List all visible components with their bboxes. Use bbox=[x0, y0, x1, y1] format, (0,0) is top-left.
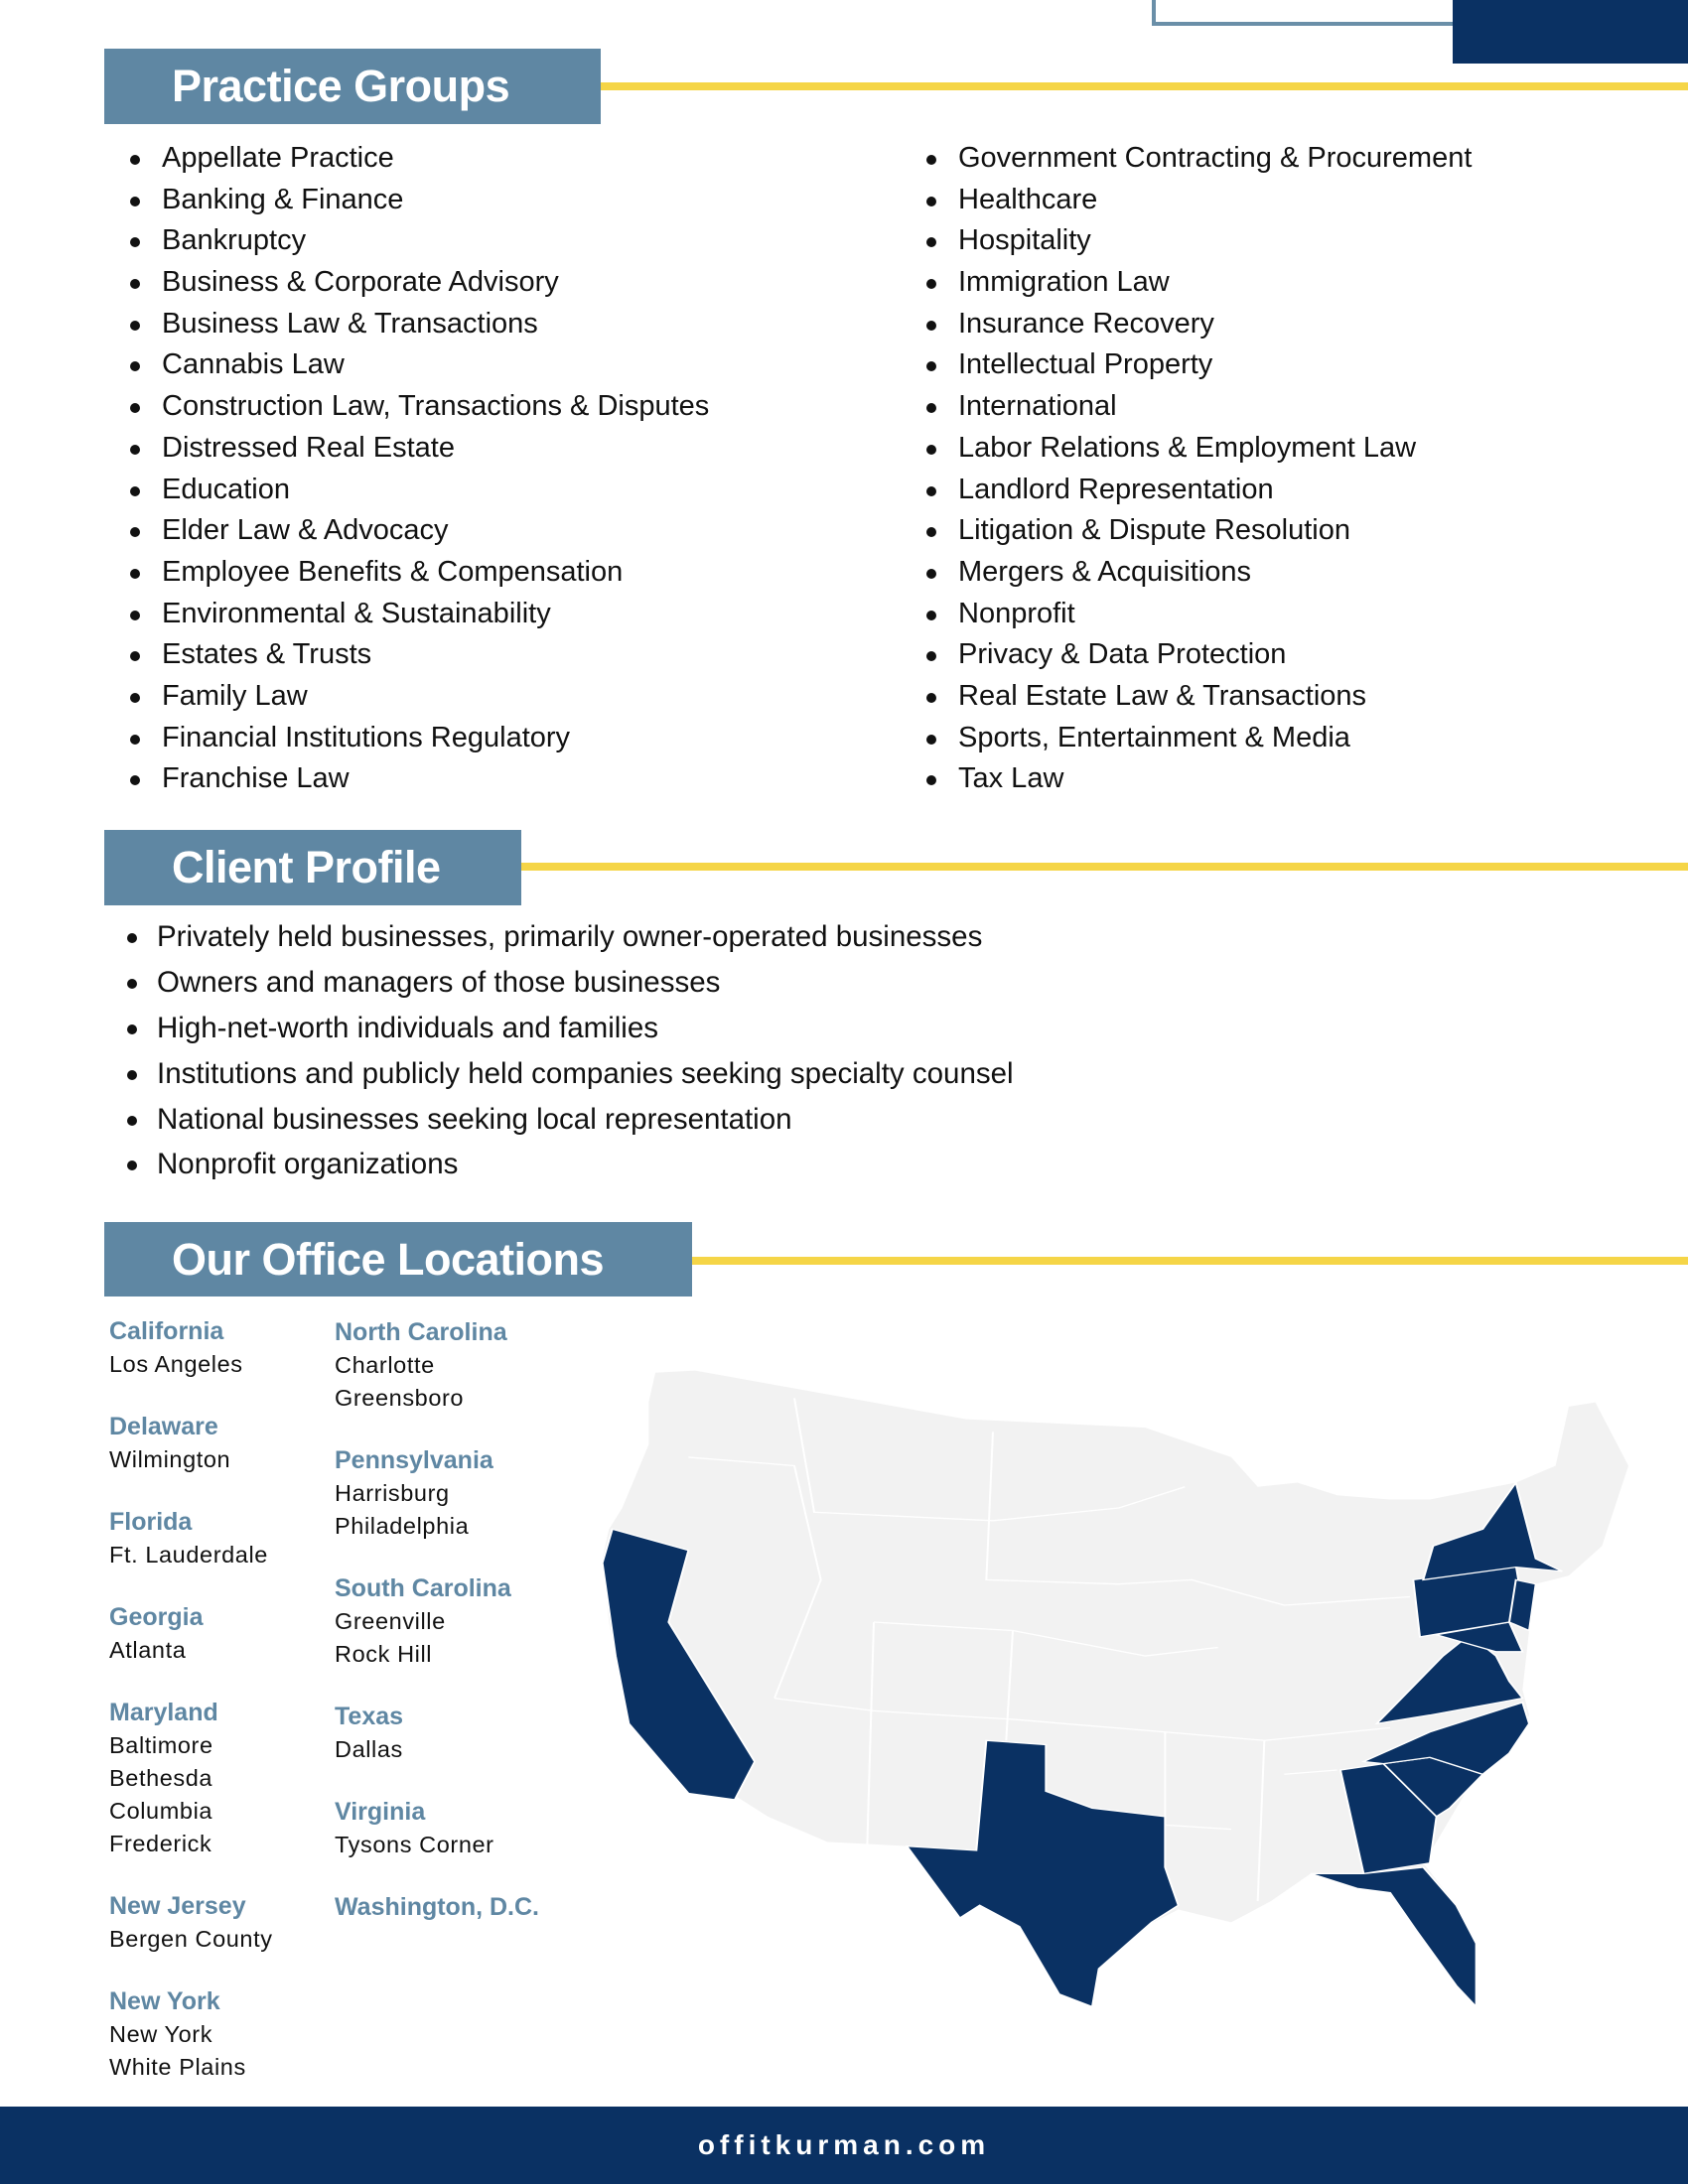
list-item-label: Business Law & Transactions bbox=[162, 307, 538, 340]
list-item bbox=[162, 386, 709, 428]
bullet-icon bbox=[127, 1160, 137, 1170]
list-item-label: Government Contracting & Procurement bbox=[958, 142, 1473, 174]
bullet-icon bbox=[130, 197, 140, 206]
office-city: Frederick bbox=[109, 1831, 212, 1856]
list-item-label: Healthcare bbox=[958, 183, 1098, 215]
office-state: North Carolina bbox=[335, 1318, 507, 1346]
list-item-label: Estates & Trusts bbox=[162, 638, 372, 671]
us-map bbox=[596, 1360, 1628, 2015]
bullet-icon bbox=[926, 527, 936, 537]
office-group bbox=[335, 1572, 539, 1671]
list-item bbox=[157, 1051, 1014, 1097]
list-item bbox=[162, 634, 709, 676]
list-item-label: Insurance Recovery bbox=[958, 307, 1214, 340]
heading-rule bbox=[601, 82, 1688, 90]
office-state: Georgia bbox=[109, 1603, 204, 1631]
office-group bbox=[335, 1444, 539, 1543]
bullet-icon bbox=[127, 1024, 137, 1034]
bullet-icon bbox=[130, 445, 140, 455]
list-item-label: Sports, Entertainment & Media bbox=[958, 721, 1350, 753]
office-group bbox=[109, 1985, 273, 2084]
list-item bbox=[157, 1006, 1014, 1051]
bullet-icon bbox=[926, 279, 936, 289]
office-city: Rock Hill bbox=[335, 1641, 433, 1667]
list-item bbox=[958, 634, 1472, 676]
office-state: Florida bbox=[109, 1508, 193, 1536]
office-city: Bergen County bbox=[109, 1926, 273, 1952]
bullet-icon bbox=[130, 361, 140, 371]
list-item-label: Labor Relations & Employment Law bbox=[958, 431, 1417, 464]
list-item-label: Litigation & Dispute Resolution bbox=[958, 514, 1350, 547]
office-state: California bbox=[109, 1317, 224, 1345]
list-item bbox=[162, 138, 709, 180]
office-city: White Plains bbox=[109, 2054, 246, 2080]
practice-groups-list-right bbox=[958, 138, 1472, 800]
list-item-label: Landlord Representation bbox=[958, 473, 1274, 505]
bullet-icon bbox=[127, 1116, 137, 1126]
list-item bbox=[958, 676, 1472, 718]
list-item-label: Nonprofit organizations bbox=[157, 1148, 459, 1181]
list-item-label: Appellate Practice bbox=[162, 142, 394, 174]
list-item-label: Mergers & Acquisitions bbox=[958, 555, 1251, 588]
office-city: New York bbox=[109, 2021, 213, 2047]
list-item-label: Privately held businesses, primarily owner-operated businesses bbox=[157, 920, 983, 953]
bullet-icon bbox=[926, 321, 936, 331]
office-state: Delaware bbox=[109, 1413, 218, 1440]
bullet-icon bbox=[926, 445, 936, 455]
list-item-label: Immigration Law bbox=[958, 266, 1170, 299]
list-item-label: Real Estate Law & Transactions bbox=[958, 679, 1367, 712]
list-item bbox=[162, 718, 709, 759]
heading-rule bbox=[521, 863, 1688, 871]
office-group bbox=[109, 1601, 273, 1667]
bullet-icon bbox=[130, 611, 140, 620]
bullet-icon bbox=[926, 611, 936, 620]
office-group bbox=[109, 1315, 273, 1381]
office-state: Pennsylvania bbox=[335, 1446, 493, 1474]
list-item-label: National businesses seeking local representation bbox=[157, 1102, 792, 1136]
bullet-icon bbox=[130, 569, 140, 579]
bullet-icon bbox=[127, 979, 137, 989]
office-state: New York bbox=[109, 1987, 220, 2015]
office-group bbox=[109, 1411, 273, 1476]
office-city: Baltimore bbox=[109, 1732, 213, 1758]
office-city: Harrisburg bbox=[335, 1480, 450, 1506]
office-group bbox=[109, 1697, 273, 1860]
list-item-label: Banking & Finance bbox=[162, 183, 404, 215]
list-item-label: Education bbox=[162, 473, 290, 505]
office-city: Greenville bbox=[335, 1608, 446, 1634]
list-item bbox=[958, 470, 1472, 511]
list-item-label: Institutions and publicly held companies seeking specialty counsel bbox=[157, 1056, 1014, 1090]
office-group bbox=[109, 1506, 273, 1571]
list-item bbox=[157, 914, 1014, 960]
office-group bbox=[109, 1890, 273, 1956]
bullet-icon bbox=[130, 775, 140, 785]
office-city: Ft. Lauderdale bbox=[109, 1542, 268, 1568]
list-item-label: Nonprofit bbox=[958, 597, 1075, 629]
list-item bbox=[958, 304, 1472, 345]
office-city: Columbia bbox=[109, 1798, 213, 1824]
bullet-icon bbox=[926, 651, 936, 661]
list-item-label: High-net-worth individuals and families bbox=[157, 1011, 659, 1044]
office-city: Los Angeles bbox=[109, 1351, 243, 1377]
list-item bbox=[958, 594, 1472, 635]
bullet-icon bbox=[130, 735, 140, 745]
list-item bbox=[958, 220, 1472, 262]
bullet-icon bbox=[926, 775, 936, 785]
bullet-icon bbox=[926, 569, 936, 579]
office-state: Texas bbox=[335, 1703, 404, 1730]
office-city: Greensboro bbox=[335, 1385, 465, 1411]
bullet-icon bbox=[130, 321, 140, 331]
bullet-icon bbox=[926, 486, 936, 496]
office-city: Bethesda bbox=[109, 1765, 213, 1791]
list-item bbox=[162, 510, 709, 552]
office-state: Virginia bbox=[335, 1798, 426, 1826]
list-item bbox=[958, 718, 1472, 759]
office-group bbox=[335, 1891, 539, 1924]
list-item-label: Distressed Real Estate bbox=[162, 431, 455, 464]
bullet-icon bbox=[127, 933, 137, 943]
state-florida bbox=[1311, 1867, 1477, 2007]
list-item-label: Family Law bbox=[162, 679, 308, 712]
list-item bbox=[958, 552, 1472, 594]
bullet-icon bbox=[130, 693, 140, 703]
list-item-label: Owners and managers of those businesses bbox=[157, 965, 721, 999]
office-city: Dallas bbox=[335, 1736, 403, 1762]
office-city: Atlanta bbox=[109, 1637, 187, 1663]
list-item bbox=[162, 262, 709, 304]
client-profile-list bbox=[157, 914, 1014, 1187]
list-item bbox=[157, 960, 1014, 1006]
office-city: Philadelphia bbox=[335, 1513, 470, 1539]
office-state: Washington, D.C. bbox=[335, 1893, 539, 1921]
bullet-icon bbox=[926, 735, 936, 745]
list-item bbox=[958, 386, 1472, 428]
office-city: Tysons Corner bbox=[335, 1832, 494, 1857]
list-item bbox=[958, 758, 1472, 800]
list-item-label: Cannabis Law bbox=[162, 348, 345, 381]
list-item bbox=[958, 510, 1472, 552]
list-item-label: Hospitality bbox=[958, 224, 1091, 257]
list-item-label: Bankruptcy bbox=[162, 224, 307, 257]
list-item bbox=[162, 470, 709, 511]
list-item bbox=[157, 1142, 1014, 1187]
list-item bbox=[162, 594, 709, 635]
list-item bbox=[162, 220, 709, 262]
list-item bbox=[162, 304, 709, 345]
office-state: Maryland bbox=[109, 1699, 218, 1726]
practice-groups-list-left bbox=[162, 138, 709, 800]
list-item-label: Construction Law, Transactions & Disputes bbox=[162, 390, 710, 423]
bullet-icon bbox=[926, 361, 936, 371]
office-city: Wilmington bbox=[109, 1446, 231, 1472]
office-locations-heading: Our Office Locations bbox=[104, 1222, 692, 1297]
list-item-label: Environmental & Sustainability bbox=[162, 597, 551, 629]
list-item bbox=[958, 180, 1472, 221]
office-state: South Carolina bbox=[335, 1574, 511, 1602]
list-item bbox=[958, 138, 1472, 180]
office-group bbox=[335, 1796, 539, 1861]
bullet-icon bbox=[130, 279, 140, 289]
list-item-label: Privacy & Data Protection bbox=[958, 638, 1287, 671]
bullet-icon bbox=[926, 155, 936, 165]
list-item-label: Financial Institutions Regulatory bbox=[162, 721, 571, 753]
list-item-label: Franchise Law bbox=[162, 762, 350, 795]
list-item bbox=[162, 552, 709, 594]
list-item bbox=[958, 344, 1472, 386]
practice-groups-heading: Practice Groups bbox=[104, 49, 601, 124]
footer-website[interactable]: offitkurman.com bbox=[0, 2107, 1688, 2184]
decorative-navy-block bbox=[1453, 0, 1688, 64]
office-state: New Jersey bbox=[109, 1892, 246, 1920]
list-item bbox=[958, 262, 1472, 304]
office-group bbox=[335, 1316, 539, 1415]
bullet-icon bbox=[130, 486, 140, 496]
office-city: Charlotte bbox=[335, 1352, 435, 1378]
bullet-icon bbox=[130, 237, 140, 247]
office-group bbox=[335, 1701, 539, 1766]
heading-rule bbox=[692, 1257, 1688, 1265]
bullet-icon bbox=[926, 197, 936, 206]
office-column-2 bbox=[335, 1316, 539, 1954]
list-item bbox=[162, 180, 709, 221]
list-item-label: Intellectual Property bbox=[958, 348, 1213, 381]
bullet-icon bbox=[130, 155, 140, 165]
list-item-label: International bbox=[958, 390, 1117, 423]
client-profile-heading: Client Profile bbox=[104, 830, 521, 905]
list-item bbox=[162, 428, 709, 470]
bullet-icon bbox=[130, 527, 140, 537]
office-column-1 bbox=[109, 1315, 273, 2114]
bullet-icon bbox=[926, 403, 936, 413]
list-item bbox=[157, 1097, 1014, 1143]
bullet-icon bbox=[926, 693, 936, 703]
bullet-icon bbox=[130, 651, 140, 661]
list-item-label: Business & Corporate Advisory bbox=[162, 266, 559, 299]
list-item bbox=[162, 676, 709, 718]
list-item bbox=[162, 758, 709, 800]
bullet-icon bbox=[130, 403, 140, 413]
list-item-label: Employee Benefits & Compensation bbox=[162, 555, 624, 588]
bullet-icon bbox=[926, 237, 936, 247]
list-item bbox=[958, 428, 1472, 470]
list-item-label: Elder Law & Advocacy bbox=[162, 514, 449, 547]
list-item bbox=[162, 344, 709, 386]
bullet-icon bbox=[127, 1070, 137, 1080]
list-item-label: Tax Law bbox=[958, 762, 1064, 795]
